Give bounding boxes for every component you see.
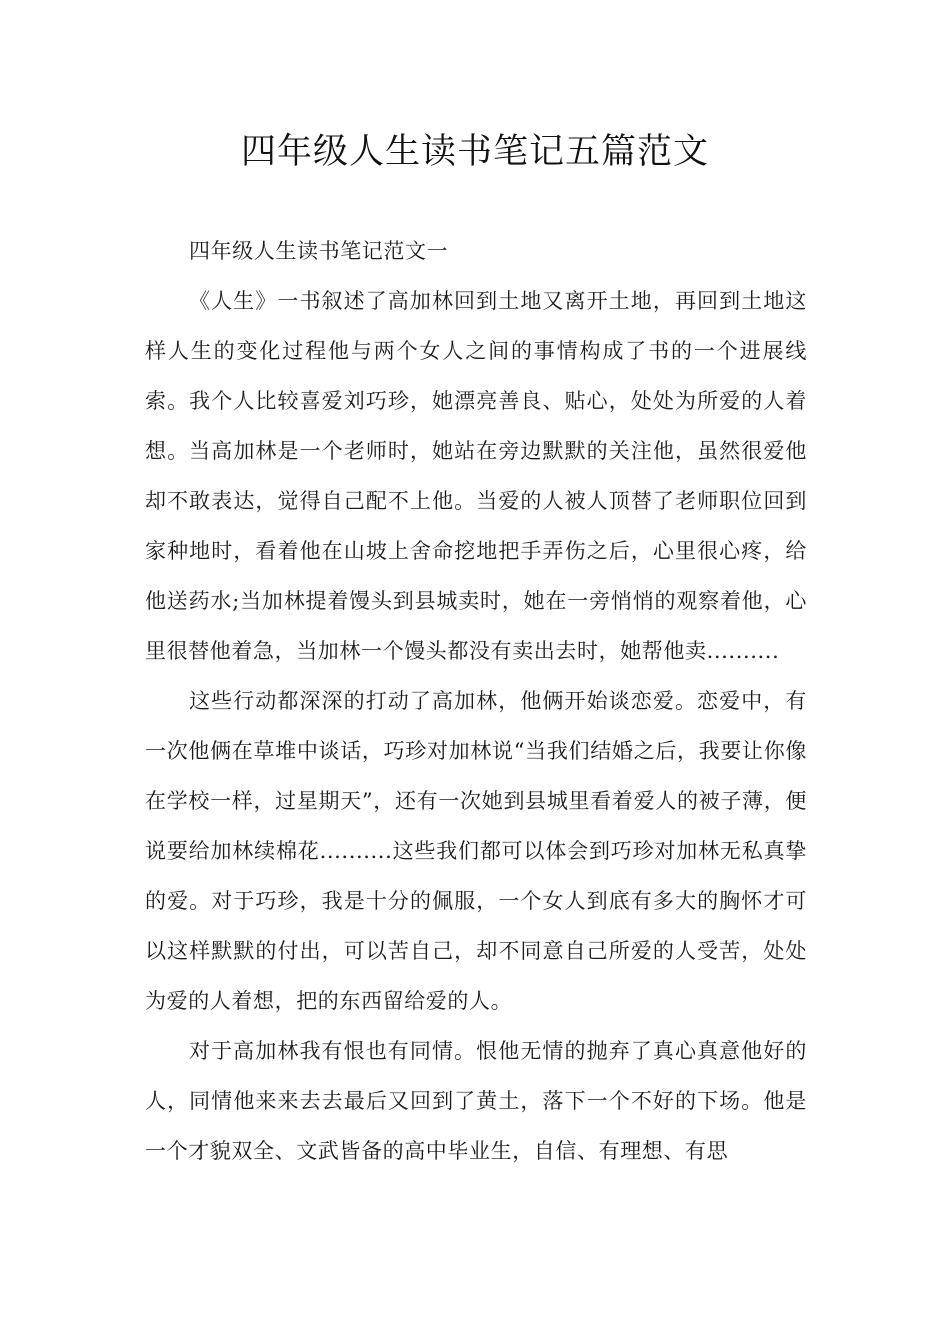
document-body — [145, 226, 807, 1176]
paragraph-3: 对于高加林我有恨也有同情。恨他无情的抛弃了真心真意他好的人，同情他来来去去最后又回到了黄土，落下一个不好的下场。他是一个才貌双全、文武皆备的高中毕业生，自信、有理想、有思 — [145, 1039, 807, 1163]
paragraph-2: 这些行动都深深的打动了高加林，他俩开始谈恋爱。恋爱中，有一次他俩在草堆中谈话，巧珍对加林说“当我们结婚之后，我要让你像在学校一样，过星期天”，还有一次她到县城里看着爱人的被子薄，便说要给加林续棉花..........这些我们都可以体会到巧珍对加林无私真挚的爱。对于巧珍，我是十分的佩服，一个女人到底有多大的胸怀才可以这样默默的付出，可以苦自己，却不同意自己所爱的人受苦，处处为爱的人着想，把的东西留给爱的人。 — [145, 689, 807, 1013]
section-heading: 四年级人生读书笔记范文一 — [189, 239, 449, 263]
paragraph-1: 《人生》一书叙述了高加林回到土地又离开土地，再回到土地这样人生的变化过程他与两个女人之间的事情构成了书的一个进展线索。我个人比较喜爱刘巧珍，她漂亮善良、贴心，处处为所爱的人着想。当高加林是一个老师时，她站在旁边默默的关注他，虽然很爱他却不敢表达，觉得自己配不上他。当爱的人被人顶替了老师职位回到家种地时，看着他在山坡上舍命挖地把手弄伤之后，心里很心疼，给他送药水;当加林提着馒头到县城卖时，她在一旁悄悄的观察着他，心里很替他着急，当加林一个馒头都没有卖出去时，她帮他卖.......... — [145, 289, 807, 663]
document-title: 四年级人生读书笔记五篇范文 — [240, 132, 709, 172]
